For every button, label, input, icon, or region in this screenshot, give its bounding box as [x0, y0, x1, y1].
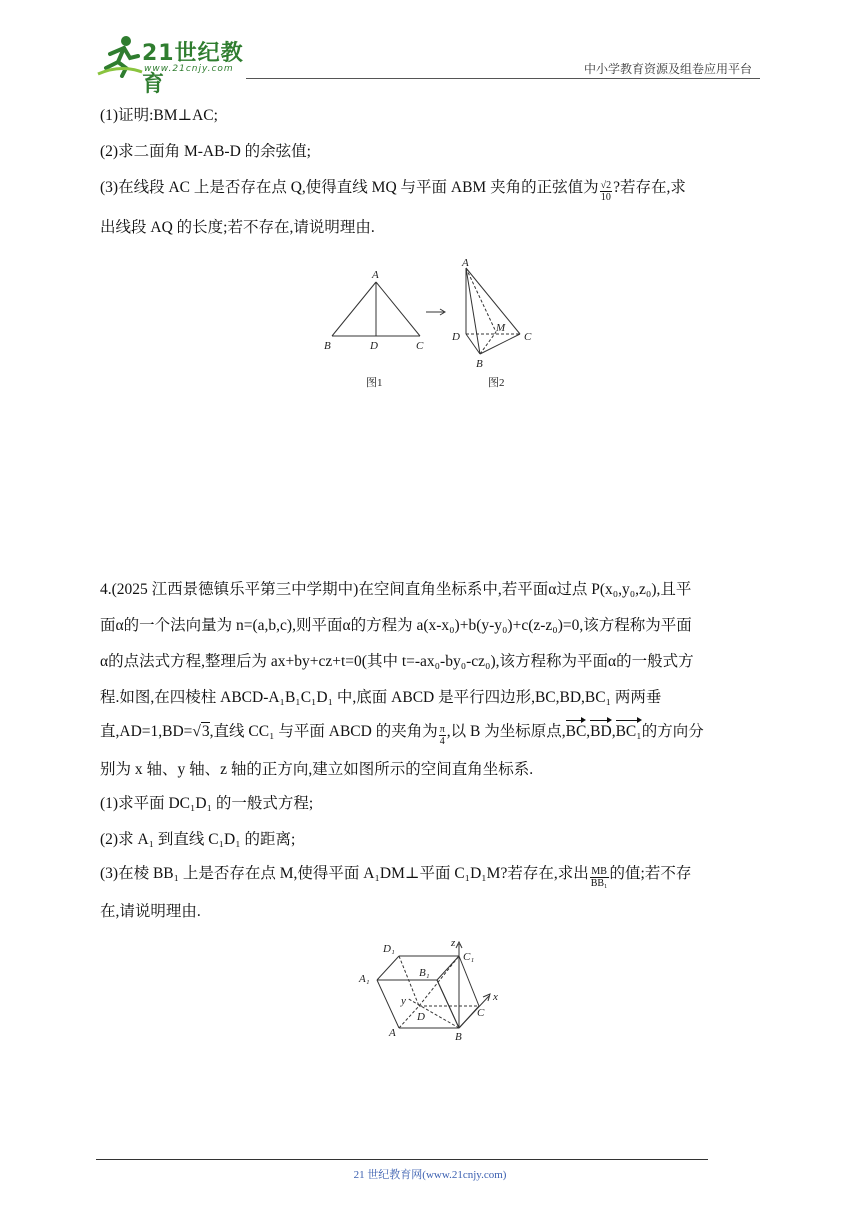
q4-part1: (1)求平面 DC₁D₁ 的一般式方程; — [100, 795, 314, 812]
page-header — [96, 28, 760, 97]
fig1-label-b: B — [324, 340, 331, 352]
fig2-label-c: C — [524, 331, 532, 343]
q4-ratio-num: MB — [591, 866, 607, 877]
site-logo — [96, 34, 266, 97]
figure-2 — [451, 257, 532, 389]
fig2-label-a: A — [462, 257, 469, 269]
q3-fraction-den: 10 — [600, 192, 611, 203]
prism-label-c: C — [477, 1007, 485, 1019]
q4-line4: 程.如图,在四棱柱 ABCD-A₁B₁C₁D₁ 中,底面 ABCD 是平行四边形,BC,BD,BC₁ 两两垂 — [100, 689, 662, 706]
prism-label-d: D — [417, 1011, 425, 1023]
q4-part2: (2)求 A₁ 到直线 C₁D₁ 的距离; — [100, 831, 296, 848]
fig2-label-b: B — [476, 358, 483, 370]
prism-label-z: z — [451, 937, 456, 949]
fig1-label-c: C — [416, 340, 424, 352]
vector-bc1: BC₁ — [615, 723, 642, 740]
logo-text: 21世纪教育 — [142, 41, 244, 97]
prism-figure — [355, 936, 505, 1042]
q4-part3-a: (3)在棱 BB₁ 上是否存在点 M,使得平面 A₁DM⊥平面 C₁D₁M?若存在,求出 — [100, 865, 589, 882]
prism-label-a1: A₁ — [359, 973, 370, 985]
q3-part3-text-b: ?若存在,求 — [613, 179, 686, 196]
q3-fraction — [600, 180, 613, 203]
prism-label-a: A — [389, 1027, 396, 1039]
q4-line6: 别为 x 轴、y 轴、z 轴的正方向,建立如图所示的空间直角坐标系. — [100, 761, 534, 778]
footer-divider — [96, 1159, 708, 1160]
vector-bc: BC — [565, 723, 587, 740]
logo-url: www.21cnjy.com — [144, 64, 234, 74]
q3-part3-line2: 出线段 AQ 的长度;若不存在,请说明理由. — [100, 219, 375, 236]
fig1-label-d: D — [370, 340, 378, 352]
q3-part1: (1)证明:BM⊥AC; — [100, 107, 218, 124]
q4-part3-line1 — [100, 864, 764, 889]
figure-1 — [324, 269, 424, 389]
q4-ratio-fraction — [590, 866, 609, 889]
q4-part3-b: 的值;若不存 — [609, 865, 692, 882]
fig1-label-a: A — [372, 269, 379, 281]
arrow-icon — [426, 309, 445, 315]
runner-icon — [96, 34, 144, 78]
q3-part2: (2)求二面角 M-AB-D 的余弦值; — [100, 143, 311, 160]
header-divider — [246, 78, 760, 79]
q4-angle-den: 4 — [439, 736, 445, 747]
prism-label-x: x — [493, 991, 498, 1003]
q4-line1: 4.(2025 江西景德镇乐平第三中学期中)在空间直角坐标系中,若平面α过点 P(x₀,y₀,z₀),且平 — [100, 581, 692, 598]
q4-angle-fraction — [439, 724, 446, 747]
vector-bd: BD — [590, 723, 612, 740]
fig2-label-d: D — [452, 331, 460, 343]
q3-figures — [320, 254, 550, 394]
q4-sqrt-value: 3 — [201, 723, 210, 740]
prism-label-y: y — [401, 995, 406, 1007]
q3-fraction-num: √2 — [600, 180, 612, 191]
prism-label-c1: C₁ — [463, 951, 475, 963]
header-slogan: 中小学教育资源及组卷应用平台 — [583, 62, 752, 76]
fig2-caption: 图2 — [488, 377, 505, 389]
q3-part3-text-a: (3)在线段 AC 上是否存在点 Q,使得直线 MQ 与平面 ABM 夹角的正弦值为 — [100, 179, 599, 196]
q4-line5-c: ,以 B 为坐标原点, — [446, 723, 566, 740]
q4-line5-d: 的方向分 — [641, 723, 704, 740]
fig2-label-m: M — [496, 322, 506, 334]
q4-line5-a: 直,AD=1,BD= — [100, 723, 193, 740]
fig1-caption: 图1 — [366, 377, 383, 389]
prism-label-d1: D₁ — [383, 943, 395, 955]
sqrt-icon: √ — [192, 723, 201, 740]
q4-line2: 面α的一个法向量为 n=(a,b,c),则平面α的方程为 a(x-x₀)+b(y-y₀)+c(z-z₀)=0,该方程称为平面 — [100, 617, 692, 634]
page-footer: 21 世纪教育网(www.21cnjy.com) — [353, 1169, 507, 1181]
q4-line5: 直,AD=1,BD=√3,直线 CC₁ 与平面 ABCD 的夹角为 $\frac{\pi}{4}$ ,以 B 为坐标原点,BC,BD,BC₁的方向分 — [100, 723, 704, 747]
q4-ratio-den: BB₁ — [590, 878, 608, 889]
q4-part3-line2: 在,请说明理由. — [100, 903, 201, 920]
prism-label-b: B — [455, 1031, 462, 1042]
q4-angle-num: π — [439, 724, 445, 735]
q4-line5-b: ,直线 CC₁ 与平面 ABCD 的夹角为 — [209, 723, 438, 740]
q3-part3-line1 — [100, 178, 764, 203]
prism-label-b1: B₁ — [419, 967, 430, 979]
q4-line3: α的点法式方程,整理后为 ax+by+cz+t=0(其中 t=-ax₀-by₀-cz₀),该方程称为平面α的一般式方 — [100, 653, 694, 670]
